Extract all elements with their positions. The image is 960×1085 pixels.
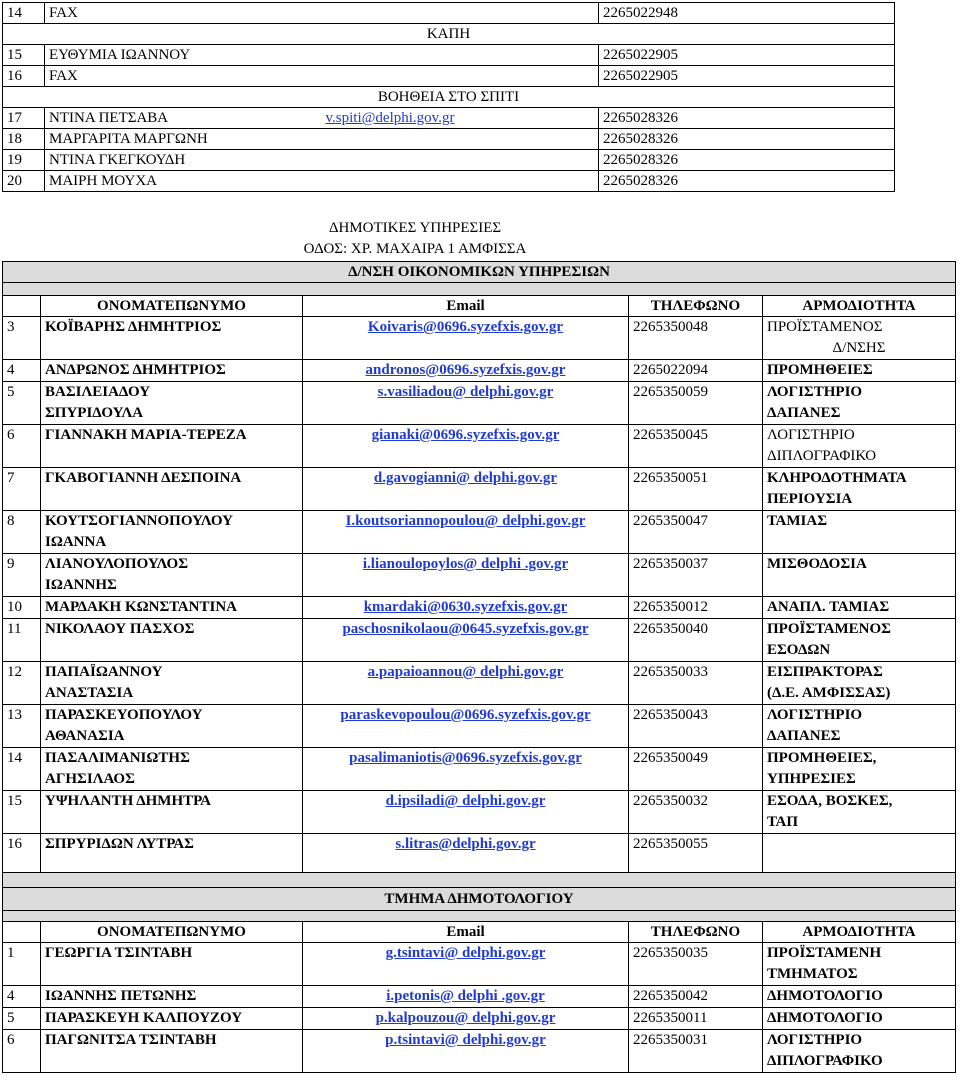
header-name: ΟΝΟΜΑΤΕΠΩΝΥΜΟ (41, 922, 303, 943)
section-row (3, 24, 895, 45)
section-title: ΒΟΗΘΕΙΑ ΣΤΟ ΣΠΙΤΙ (3, 87, 895, 108)
employee-name (41, 597, 303, 619)
responsibility (763, 360, 956, 382)
text-line: ΙΩΑΝΝΗΣ (45, 577, 117, 593)
table-row (3, 360, 956, 382)
section-row (3, 87, 895, 108)
text-line: ΛΟΓΙΣΤΗΡΙΟ (767, 427, 855, 443)
text-line: ΑΝΑΠΛ. ΤΑΜΙΑΣ (767, 599, 890, 615)
text-line: ΙΩΑΝΝΑ (45, 534, 107, 550)
email-cell (303, 360, 629, 382)
row-number: 8 (3, 511, 41, 554)
text-line: ΕΣΟΔΩΝ (767, 642, 831, 658)
phone-number: 2265028326 (599, 108, 895, 129)
email-link[interactable]: Koivaris@0696.syzefxis.gov.gr (367, 319, 564, 335)
text-line: ΚΛΗΡΟΔΟΤΗΜΑΤΑ (767, 470, 907, 486)
phone-number: 2265350012 (629, 597, 763, 619)
contact-name (45, 150, 599, 171)
row-number: 14 (3, 748, 41, 791)
phone-number: 2265350051 (629, 468, 763, 511)
section-title: ΚΑΠΗ (3, 24, 895, 45)
responsibility (763, 468, 956, 511)
row-number: 6 (3, 1030, 41, 1073)
text-line: ΝΙΚΟΛΑΟΥ ΠΑΣΧΟΣ (45, 621, 195, 637)
email-link[interactable]: paschosnikolaou@0645.syzefxis.gov.gr (342, 621, 589, 637)
text-line: ΒΑΣΙΛΕΙΑΔΟΥ (45, 384, 151, 400)
table-row (3, 619, 956, 662)
email-cell (303, 597, 629, 619)
table-row (3, 791, 956, 834)
gray-spacer (3, 873, 956, 888)
contact-name (45, 3, 599, 24)
table-row (3, 45, 895, 66)
phone-number: 2265350042 (629, 986, 763, 1008)
header-email: Email (303, 922, 629, 943)
employee-name (41, 834, 303, 877)
text-line: ΛΟΓΙΣΤΗΡΙΟ (767, 384, 863, 400)
email-link[interactable]: s.litras@delphi.gov.gr (395, 836, 536, 852)
header-name: ΟΝΟΜΑΤΕΠΩΝΥΜΟ (41, 296, 303, 317)
responsibility (763, 597, 956, 619)
header-phone: ΤΗΛΕΦΩΝΟ (629, 296, 763, 317)
phone-number: 2265350045 (629, 425, 763, 468)
phone-number: 2265350048 (629, 317, 763, 360)
header-role: ΑΡΜΟΔΙΟΤΗΤΑ (763, 922, 956, 943)
text-line: ΛΟΓΙΣΤΗΡΙΟ (767, 1032, 863, 1048)
email-cell (303, 1030, 629, 1073)
text-line: ΚΟΪΒΑΡΗΣ ΔΗΜΗΤΡΙΟΣ (45, 319, 222, 335)
email-cell (303, 468, 629, 511)
table-row (3, 705, 956, 748)
phone-number: 2265350037 (629, 554, 763, 597)
row-number: 16 (3, 66, 45, 87)
text-line: ΕΣΟΔΑ, ΒΟΣΚΕΣ, (767, 793, 893, 809)
finance-title: Δ/ΝΣΗ ΟΙΚΟΝΟΜΙΚΩΝ ΥΠΗΡΕΣΙΩΝ (3, 262, 956, 283)
table-row (3, 108, 895, 129)
table-row (3, 1030, 956, 1073)
employee-name: ΓΕΩΡΓΙΑ ΤΣΙΝΤΑΒΗ (41, 943, 303, 986)
row-number: 5 (3, 382, 41, 425)
header-role: ΑΡΜΟΔΙΟΤΗΤΑ (763, 296, 956, 317)
phone-number: 2265022905 (599, 66, 895, 87)
municipal-address: ΟΔΟΣ: ΧΡ. ΜΑΧΑΙΡΑ 1 ΑΜΦΙΣΣΑ (303, 241, 527, 257)
phone-number: 2265350049 (629, 748, 763, 791)
text-line: ΥΨΗΛΑΝΤΗ ΔΗΜΗΤΡΑ (45, 793, 211, 809)
phone-number: 2265350047 (629, 511, 763, 554)
phone-number: 2265022094 (629, 360, 763, 382)
text-line: ΠΡΟΪΣΤΑΜΕΝΗ (767, 945, 882, 961)
email-link[interactable]: paraskevopoulou@0696.syzefxis.gov.gr (340, 707, 591, 723)
table-row (3, 943, 956, 986)
table-row (3, 317, 956, 360)
row-number: 15 (3, 791, 41, 834)
name-text: ΜΑΡΓΑΡΙΤΑ ΜΑΡΓΩΝΗ (49, 131, 208, 147)
row-number: 14 (3, 3, 45, 24)
email-cell (303, 662, 629, 705)
text-line: ΣΠΡΥΡΙΔΩΝ ΛΥΤΡΑΣ (45, 836, 194, 852)
email-link[interactable]: s.vasiliadou@ delphi.gov.gr (377, 384, 554, 400)
employee-name (41, 619, 303, 662)
responsibility (763, 619, 956, 662)
row-number: 17 (3, 108, 45, 129)
phone-number: 2265350055 (629, 834, 763, 877)
text-line: ΠΑΠΑΪΩΑΝΝΟΥ (45, 664, 163, 680)
text-line: ΑΝΑΣΤΑΣΙΑ (45, 685, 134, 701)
phone-number: 2265022905 (599, 45, 895, 66)
finance-department-table (2, 261, 956, 877)
employee-name (41, 382, 303, 425)
email-link[interactable]: d.gavogianni@ delphi.gov.gr (373, 470, 558, 486)
row-number: 9 (3, 554, 41, 597)
text-line: ΚΟΥΤΣΟΓΙΑΝΝΟΠΟΥΛΟΥ (45, 513, 233, 529)
text-line: ΠΑΣΑΛΙΜΑΝΙΩΤΗΣ (45, 750, 190, 766)
table-row (3, 511, 956, 554)
row-number: 1 (3, 943, 41, 986)
row-number: 15 (3, 45, 45, 66)
text-line: ΠΡΟΜΗΘΕΙΕΣ, (767, 750, 877, 766)
phone-number: 2265350031 (629, 1030, 763, 1073)
employee-name (41, 511, 303, 554)
responsibility (763, 705, 956, 748)
row-number: 20 (3, 171, 45, 192)
contact-name (45, 45, 599, 66)
responsibility (763, 791, 956, 834)
text-line: ΑΝΔΡΩΝΟΣ ΔΗΜΗΤΡΙΟΣ (45, 362, 226, 378)
text-line: ΛΙΑΝΟΥΛΟΠΟΥΛΟΣ (45, 556, 189, 572)
gray-spacer (3, 283, 956, 296)
table-row (3, 1008, 956, 1030)
email-link[interactable]: andronos@0696.syzefxis.gov.gr (365, 362, 566, 378)
employee-name: ΠΑΓΩΝΙΤΣΑ ΤΣΙΝΤΑΒΗ (41, 1030, 303, 1073)
table-row (3, 66, 895, 87)
email-cell (303, 317, 629, 360)
employee-name (41, 425, 303, 468)
text-line: ΠΡΟΪΣΤΑΜΕΝΟΣ (767, 319, 883, 335)
contact-name (45, 171, 599, 192)
header-email: Email (303, 296, 629, 317)
row-number: 4 (3, 360, 41, 382)
row-number: 18 (3, 129, 45, 150)
text-line: ΑΓΗΣΙΛΑΟΣ (45, 771, 135, 787)
employee-name (41, 360, 303, 382)
phone-number: 2265350035 (629, 943, 763, 986)
name-text: FAX (49, 68, 78, 84)
phone-number: 2265028326 (599, 129, 895, 150)
table-row (3, 554, 956, 597)
phone-number: 2265350033 (629, 662, 763, 705)
name-text: FAX (49, 5, 78, 21)
header-num (3, 922, 41, 943)
text-line: ΤΜΗΜΑΤΟΣ (767, 966, 858, 982)
top-contacts-table (2, 2, 895, 192)
email-cell (303, 382, 629, 425)
text-line: ΓΙΑΝΝΑΚΗ ΜΑΡΙΑ-ΤΕΡΕΖΑ (45, 427, 247, 443)
text-line: ΕΙΣΠΡΑΚΤΟΡΑΣ (767, 664, 883, 680)
table-row (3, 425, 956, 468)
email-link[interactable]: p.kalpouzou@ delphi.gov.gr (375, 1010, 556, 1026)
header-phone: ΤΗΛΕΦΩΝΟ (629, 922, 763, 943)
email-cell (303, 619, 629, 662)
email-cell (303, 791, 629, 834)
table-row (3, 662, 956, 705)
text-line: (Δ.Ε. ΑΜΦΙΣΣΑΣ) (767, 685, 891, 701)
row-number: 10 (3, 597, 41, 619)
row-number: 4 (3, 986, 41, 1008)
text-line: ΔΑΠΑΝΕΣ (767, 405, 841, 421)
text-line: ΔΙΠΛΟΓΡΑΦΙΚΟ (767, 1053, 883, 1069)
text-line: ΥΠΗΡΕΣΙΕΣ (767, 771, 856, 787)
row-number: 16 (3, 834, 41, 877)
phone-number: 2265350011 (629, 1008, 763, 1030)
phone-number: 2265350043 (629, 705, 763, 748)
text-line: ΜΙΣΘΟΔΟΣΙΑ (767, 556, 867, 572)
table-row (3, 129, 895, 150)
row-number: 12 (3, 662, 41, 705)
responsibility (763, 1008, 956, 1030)
phone-number: 2265028326 (599, 171, 895, 192)
name-text: ΝΤΙΝΑ ΓΚΕΓΚΟΥΔΗ (49, 152, 186, 168)
row-number: 3 (3, 317, 41, 360)
table-row (3, 834, 956, 877)
email-link[interactable]: d.ipsiladi@ delphi.gov.gr (385, 793, 546, 809)
text-line: ΠΡΟΜΗΘΕΙΕΣ (767, 362, 873, 378)
text-line: ΔΗΜΟΤΟΛΟΓΙΟ (767, 1010, 883, 1026)
text-line: ΤΑΜΙΑΣ (767, 513, 828, 529)
phone-number: 2265350040 (629, 619, 763, 662)
phone-number: 2265022948 (599, 3, 895, 24)
responsibility (763, 554, 956, 597)
text-line: ΓΚΑΒΟΓΙΑΝΝΗ ΔΕΣΠΟΙΝΑ (45, 470, 242, 486)
employee-name (41, 317, 303, 360)
employee-name (41, 554, 303, 597)
email-cell (303, 425, 629, 468)
email-cell (303, 943, 629, 986)
text-line: ΤΑΠ (767, 814, 799, 830)
municipal-services-heading: ΔΗΜΟΤΙΚΕΣ ΥΠΗΡΕΣΙΕΣ (328, 220, 502, 236)
text-line: ΑΘΑΝΑΣΙΑ (45, 728, 125, 744)
row-number: 6 (3, 425, 41, 468)
text-line: ΠΑΡΑΣΚΕΥΟΠΟΥΛΟΥ (45, 707, 203, 723)
table-row (3, 382, 956, 425)
employee-name (41, 748, 303, 791)
responsibility (763, 834, 956, 877)
contact-name (45, 129, 599, 150)
email-link[interactable]: kmardaki@0630.syzefxis.gov.gr (363, 599, 568, 615)
email-cell (303, 834, 629, 877)
email-link[interactable]: i.lianoulopoylos@ delphi .gov.gr (362, 556, 569, 572)
name-text: ΜΑΙΡΗ ΜΟΥΧΑ (49, 173, 158, 189)
text-line: Δ/ΝΣΗΣ (832, 340, 886, 356)
email-cell (303, 1008, 629, 1030)
name-text: ΝΤΙΝΑ ΠΕΤΣΑΒΑ (49, 110, 169, 126)
email-cell (303, 986, 629, 1008)
contact-name (45, 108, 599, 129)
responsibility (763, 986, 956, 1008)
table-row (3, 150, 895, 171)
text-line: ΛΟΓΙΣΤΗΡΙΟ (767, 707, 863, 723)
row-number: 13 (3, 705, 41, 748)
email-cell (303, 705, 629, 748)
email-link[interactable]: gianaki@0696.syzefxis.gov.gr (371, 427, 560, 443)
text-line: ΔΗΜΟΤΟΛΟΓΙΟ (767, 988, 883, 1004)
table-row (3, 986, 956, 1008)
table-row (3, 171, 895, 192)
responsibility (763, 382, 956, 425)
text-line: ΣΠΥΡΙΔΟΥΛΑ (45, 405, 144, 421)
email-cell (303, 554, 629, 597)
phone-number: 2265028326 (599, 150, 895, 171)
responsibility (763, 748, 956, 791)
registry-department-table (2, 872, 956, 1073)
employee-name (41, 662, 303, 705)
email-link[interactable]: v.spiti@delphi.gov.gr (325, 110, 455, 126)
row-number: 11 (3, 619, 41, 662)
table-row (3, 468, 956, 511)
registry-title: ΤΜΗΜΑ ΔΗΜΟΤΟΛΟΓΙΟΥ (3, 888, 956, 911)
text-line: ΠΡΟΪΣΤΑΜΕΝΟΣ (767, 621, 891, 637)
phone-number: 2265350032 (629, 791, 763, 834)
employee-name (41, 468, 303, 511)
employee-name: ΙΩΑΝΝΗΣ ΠΕΤΩΝΗΣ (41, 986, 303, 1008)
header-num (3, 296, 41, 317)
responsibility (763, 317, 956, 360)
text-line: ΔΙΠΛΟΓΡΑΦΙΚΟ (767, 448, 877, 464)
text-line: ΜΑΡΔΑΚΗ ΚΩΝΣΤΑΝΤΙΝΑ (45, 599, 237, 615)
employee-name (41, 705, 303, 748)
employee-name (41, 791, 303, 834)
email-cell (303, 748, 629, 791)
table-row (3, 597, 956, 619)
email-link[interactable]: a.papaioannou@ delphi.gov.gr (367, 664, 564, 680)
email-link[interactable]: I.koutsoriannopoulou@ delphi.gov.gr (345, 513, 586, 529)
responsibility (763, 943, 956, 986)
row-number: 19 (3, 150, 45, 171)
responsibility (763, 511, 956, 554)
text-line: ΠΕΡΙΟΥΣΙΑ (767, 491, 853, 507)
responsibility (763, 425, 956, 468)
email-link[interactable]: pasalimaniotis@0696.syzefxis.gov.gr (349, 750, 582, 766)
gray-spacer (3, 911, 956, 922)
table-row (3, 748, 956, 791)
email-cell (303, 511, 629, 554)
text-line: ΔΑΠΑΝΕΣ (767, 728, 841, 744)
row-number: 7 (3, 468, 41, 511)
row-number: 5 (3, 1008, 41, 1030)
responsibility (763, 662, 956, 705)
table-row (3, 3, 895, 24)
contact-name (45, 66, 599, 87)
email-link[interactable]: i.petonis@ delphi .gov.gr (386, 988, 545, 1004)
email-link[interactable]: p.tsintavi@ delphi.gov.gr (385, 1032, 546, 1048)
phone-number: 2265350059 (629, 382, 763, 425)
name-text: ΕΥΘΥΜΙΑ ΙΩΑΝΝΟΥ (49, 47, 191, 63)
employee-name: ΠΑΡΑΣΚΕΥΗ ΚΑΛΠΟΥΖΟΥ (41, 1008, 303, 1030)
responsibility (763, 1030, 956, 1073)
email-link[interactable]: g.tsintavi@ delphi.gov.gr (385, 945, 546, 961)
